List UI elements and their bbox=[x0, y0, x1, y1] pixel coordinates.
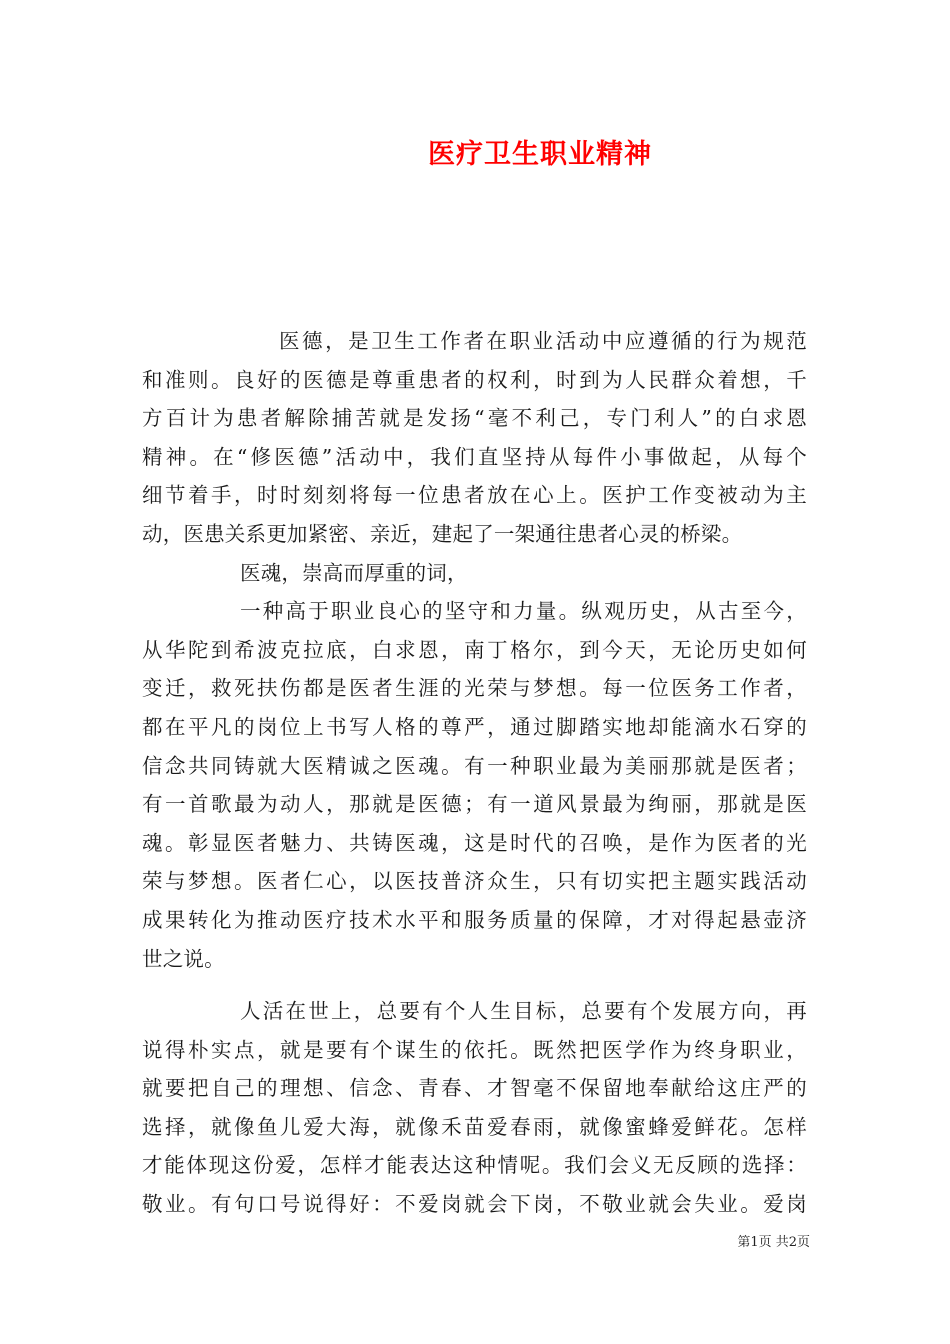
text-line: 信念共同铸就大医精诚之医魂。有一种职业最为美丽那就是医者； bbox=[142, 753, 807, 778]
text-line: 一种高于职业良心的坚守和力量。纵观历史，从古至今， bbox=[240, 599, 807, 624]
text-line: 细节着手，时时刻刻将每一位患者放在心上。医护工作变被动为主 bbox=[142, 483, 807, 508]
text-line: 魂。彰显医者魅力、共铸医魂，这是时代的召唤，是作为医者的光 bbox=[142, 830, 807, 855]
text-line: 有一首歌最为动人，那就是医德；有一道风景最为绚丽，那就是医 bbox=[142, 792, 807, 817]
paragraph-gap bbox=[142, 978, 807, 992]
text-line: 就要把自己的理想、信念、青春、才智毫不保留地奉献给这庄严的 bbox=[142, 1076, 807, 1101]
text-line: 说得朴实点，就是要有个谋生的依托。既然把医学作为终身职业， bbox=[142, 1037, 807, 1062]
text-line: 从华陀到希波克拉底，白求恩，南丁格尔，到今天，无论历史如何 bbox=[142, 637, 807, 662]
text-line: 方百计为患者解除捕苦就是发扬“毫不利己，专门利人”的白求恩 bbox=[142, 406, 807, 431]
page-footer: 第1页 共2页 bbox=[737, 1235, 810, 1250]
page-title: 医疗卫生职业精神 bbox=[428, 139, 652, 170]
document-body bbox=[142, 322, 807, 1224]
text-line: 变迁，救死扶伤都是医者生涯的光荣与梦想。每一位医务工作者， bbox=[142, 676, 807, 701]
text-line: 敬业。有句口号说得好：不爱岗就会下岗，不敬业就会失业。爱岗 bbox=[142, 1192, 807, 1217]
text-line: 人活在世上，总要有个人生目标，总要有个发展方向，再 bbox=[240, 999, 807, 1024]
text-line: 精神。在“修医德”活动中，我们直坚持从每件小事做起，从每个 bbox=[142, 444, 807, 469]
text-line: 选择，就像鱼儿爱大海，就像禾苗爱春雨，就像蜜蜂爱鲜花。怎样 bbox=[142, 1114, 807, 1139]
text-line: 才能体现这份爱，怎样才能表达这种情呢。我们会义无反顾的选择： bbox=[142, 1153, 807, 1178]
text-line: 动，医患关系更加紧密、亲近，建起了一架通往患者心灵的桥梁。 bbox=[142, 521, 743, 546]
text-line: 世之说。 bbox=[142, 946, 225, 971]
text-line: 成果转化为推动医疗技术水平和服务质量的保障，才对得起悬壶济 bbox=[142, 907, 807, 932]
text-line: 都在平凡的岗位上书写人格的尊严，通过脚踏实地却能滴水石穿的 bbox=[142, 714, 807, 739]
text-line: 医魂，崇高而厚重的词， bbox=[240, 560, 468, 585]
text-line: 医德，是卫生工作者在职业活动中应遵循的行为规范 bbox=[279, 329, 807, 353]
text-line: 荣与梦想。医者仁心，以医技普济众生，只有切实把主题实践活动 bbox=[142, 869, 807, 894]
text-line: 和准则。良好的医德是尊重患者的权利，时到为人民群众着想，千 bbox=[142, 367, 807, 392]
